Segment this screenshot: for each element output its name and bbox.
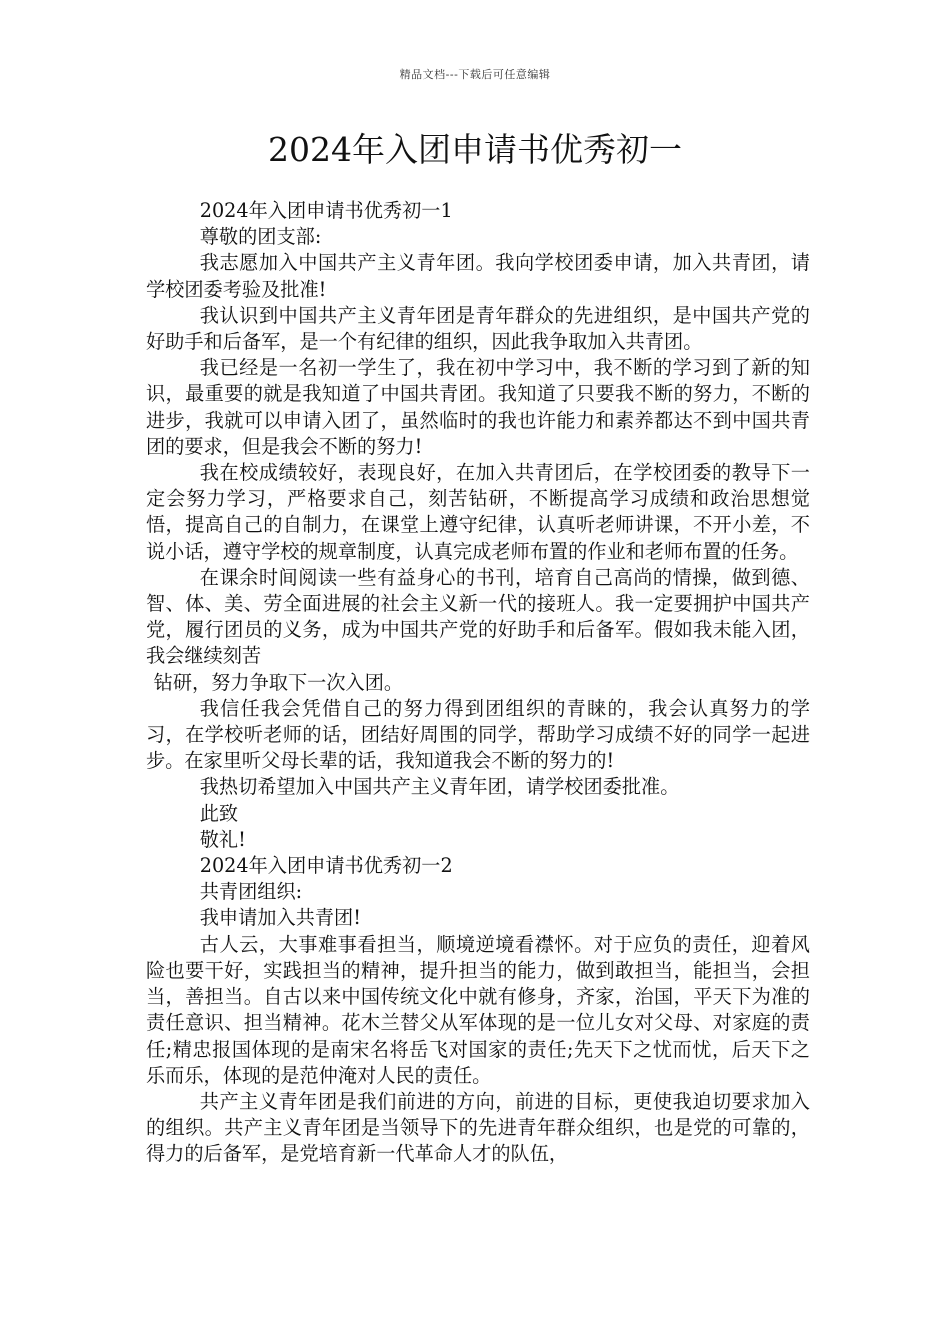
paragraph: 我认识到中国共产主义青年团是青年群众的先进组织，是中国共产党的好助手和后备军，是一个有纪律的组织，因此我争取加入共青团。 (146, 303, 810, 354)
paragraph: 共青团组织: (199, 880, 303, 904)
paragraph: 2024年入团申请书优秀初一2 (199, 854, 453, 878)
paragraph: 此致 (199, 801, 239, 825)
paragraph: 我已经是一名初一学生了，我在初中学习中，我不断的学习到了新的知识，最重要的就是我知道了中国共青团。我知道了只要我不断的努力，不断的进步，我就可以申请入团了，虽然临时的我也许能力和素养都达不到中国共青团的要求，但是我会不断的努力! (146, 356, 810, 458)
paragraph: 尊敬的团支部: (199, 225, 322, 249)
paragraph: 钻研，努力争取下一次入团。 (153, 670, 404, 694)
paragraph: 我在校成绩较好，表现良好，在加入共青团后，在学校团委的教导下一定会努力学习，严格要求自己，刻苦钻研，不断提高学习成绩和政治思想觉悟，提高自己的自制力，在课堂上遵守纪律，认真听老师讲课，不开小差，不说小话，遵守学校的规章制度，认真完成老师布置的作业和老师布置的任务。 (146, 461, 810, 563)
page-title: 2024年入团申请书优秀初一 (268, 130, 682, 169)
paragraph: 在课余时间阅读一些有益身心的书刊，培育自己高尚的情操，做到德、智、体、美、劳全面进展的社会主义新一代的接班人。我一定要拥护中国共产党，履行团员的义务，成为中国共产党的好助手和后备军。假如我未能入团，我会继续刻苦 (146, 565, 810, 668)
paragraph: 2024年入团申请书优秀初一1 (199, 199, 453, 222)
paragraph: 共产主义青年团是我们前进的方向，前进的目标，更使我迫切要求加入的组织。共产主义青年团是当领导下的先进青年群众组织，也是党的可靠的，得力的后备军，是党培育新一代革命人才的队伍， (146, 1089, 810, 1166)
paragraph: 敬礼! (199, 827, 246, 851)
paragraph: 古人云，大事难事看担当，顺境逆境看襟怀。对于应负的责任，迎着风险也要干好，实践担当的精神，提升担当的能力，做到敢担当，能担当，会担当，善担当。自古以来中国传统文化中就有修身，齐家，治国，平天下为准的责任意识、担当精神。花木兰替父从军体现的是一位儿女对父母、对家庭的责任;精忠报国体现的是南宋名将岳飞对国家的责任;先天下之忧而忧，后天下之乐而乐，体现的是范仲淹对人民的责任。 (146, 932, 810, 1087)
header-note: 精品文档---下载后可任意编辑 (399, 68, 551, 81)
paragraph: 我申请加入共青团! (199, 906, 361, 930)
document-body (146, 198, 810, 1168)
paragraph: 我志愿加入中国共产主义青年团。我向学校团委申请，加入共青团，请学校团委考验及批准! (146, 251, 810, 301)
paragraph: 我信任我会凭借自己的努力得到团组织的青睐的，我会认真努力的学习，在学校听老师的话，团结好周围的同学，帮助学习成绩不好的同学一起进步。在家里听父母长辈的话，我知道我会不断的努力的! (146, 696, 810, 773)
paragraph: 我热切希望加入中国共产主义青年团，请学校团委批准。 (199, 775, 680, 799)
